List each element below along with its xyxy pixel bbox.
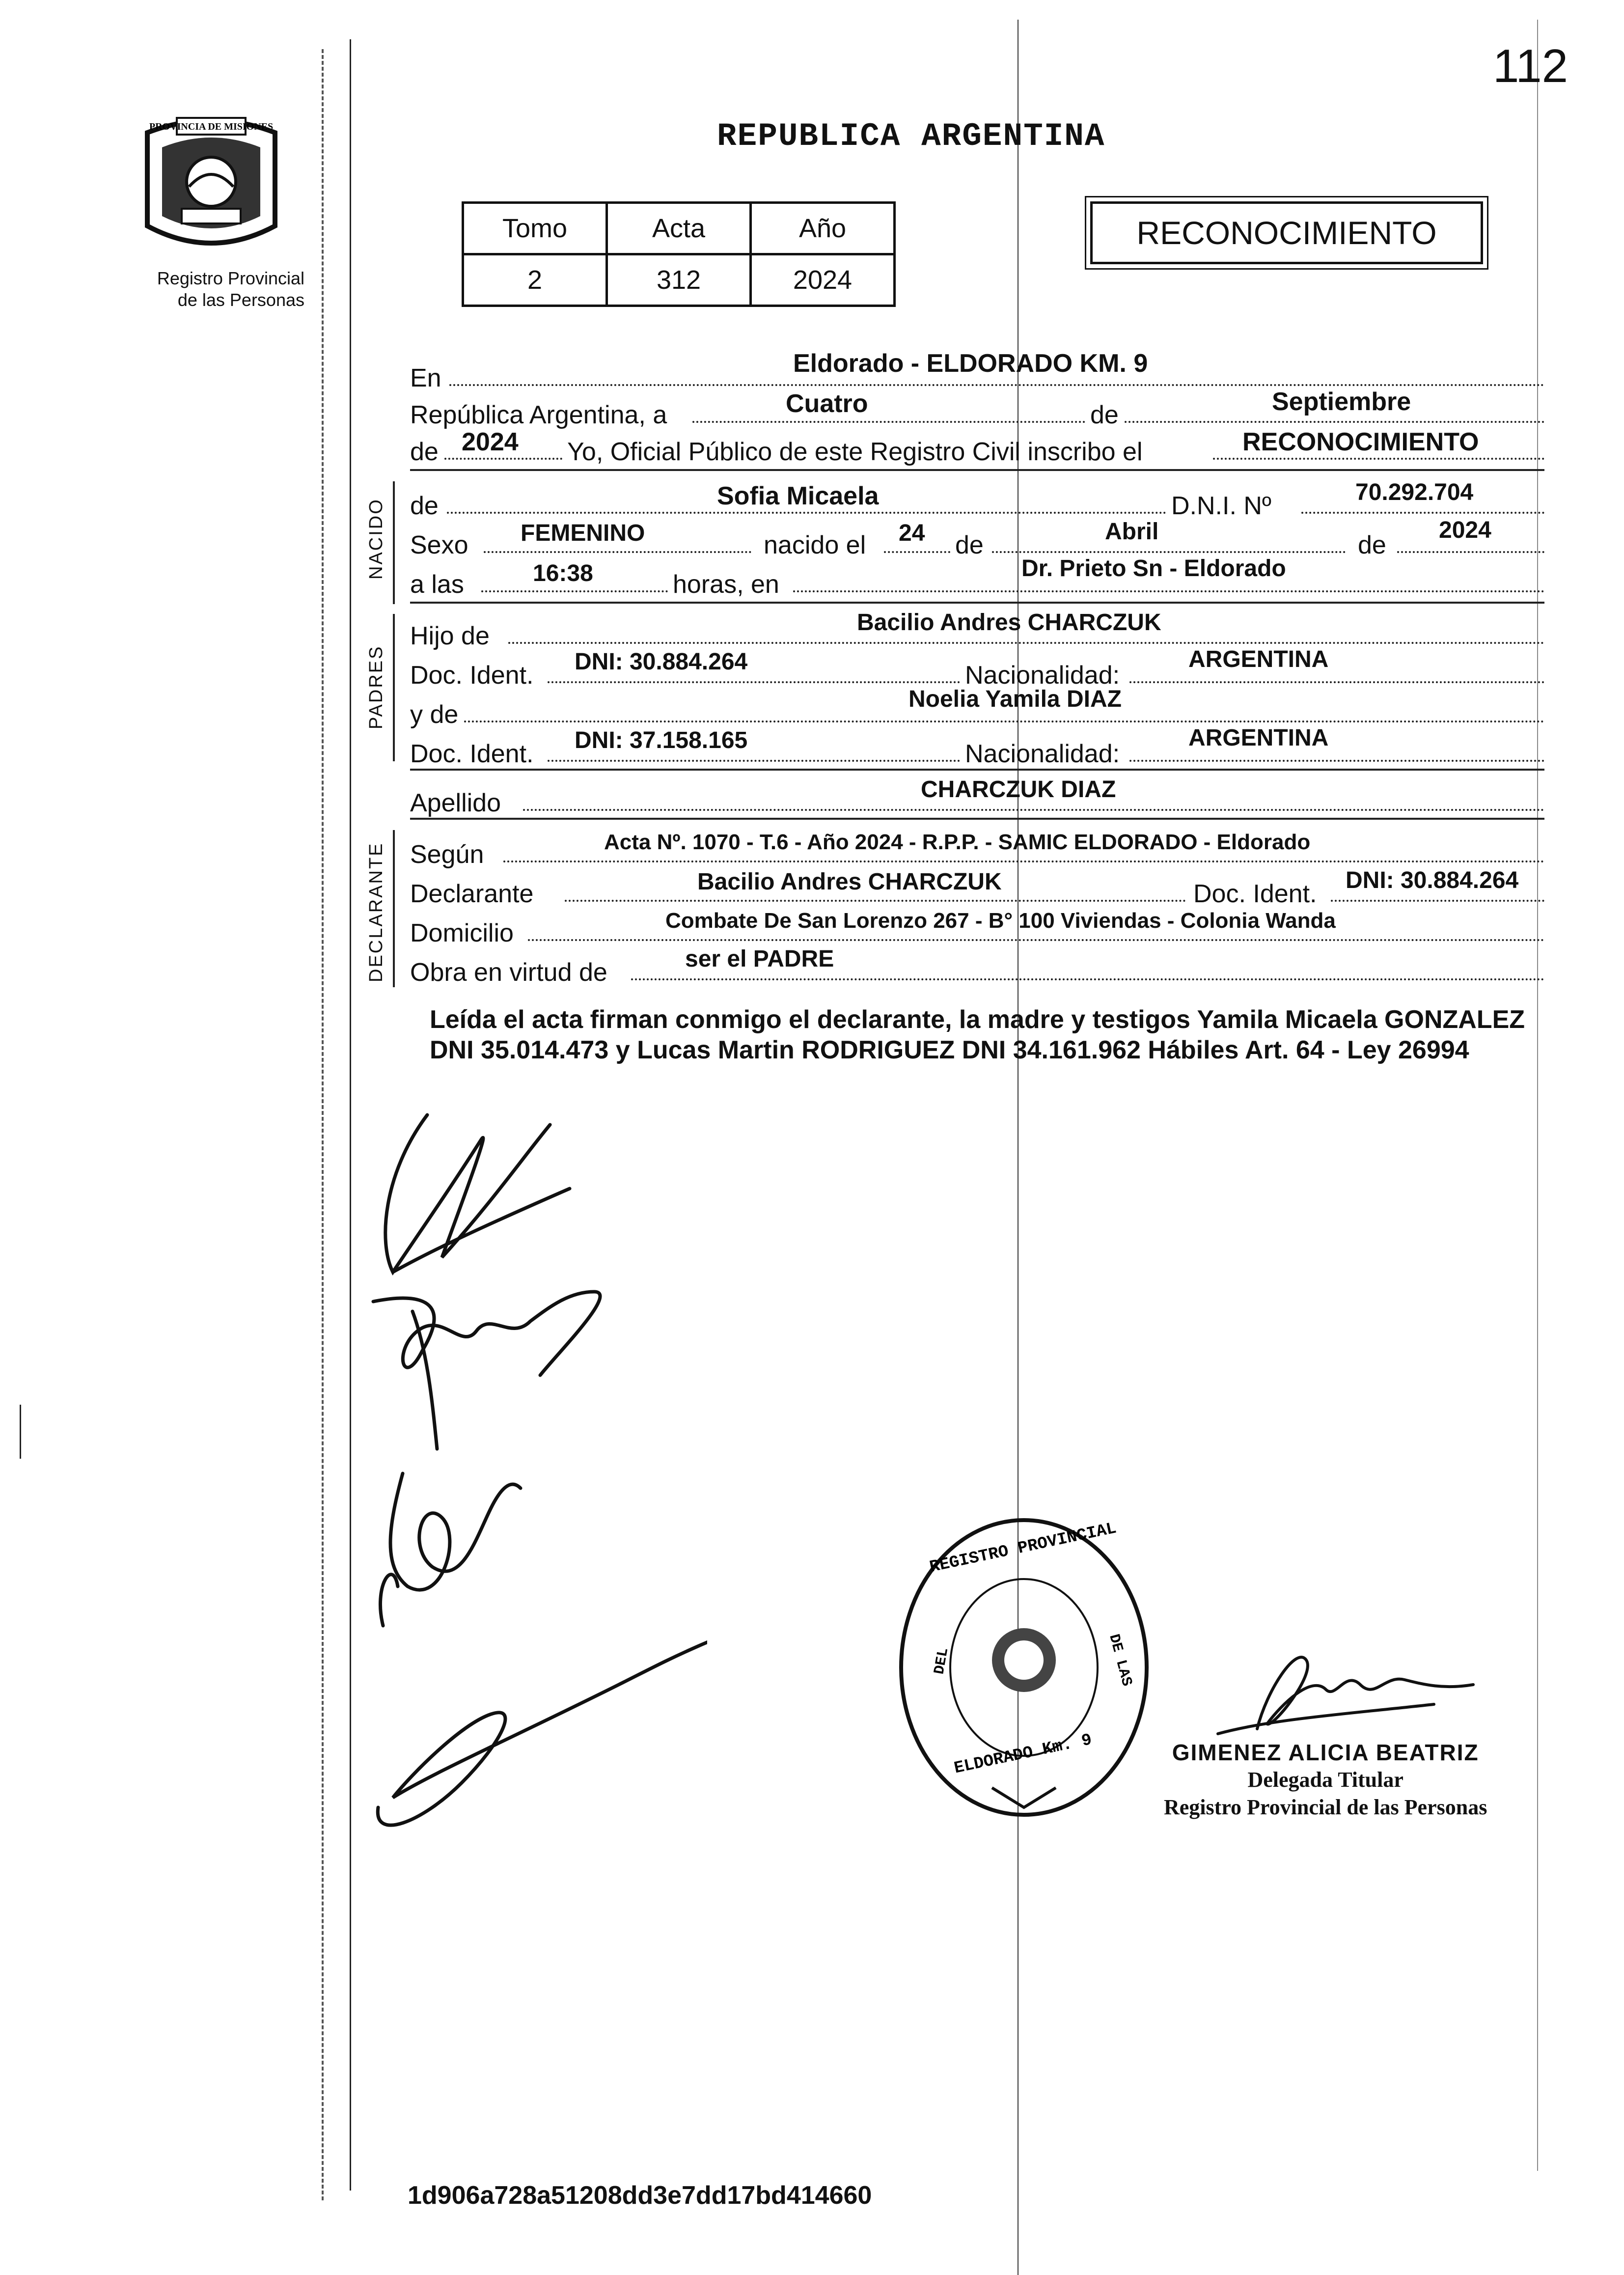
official-name: GIMENEZ ALICIA BEATRIZ bbox=[1172, 1740, 1479, 1765]
father-value: Bacilio Andres CHARCZUK bbox=[857, 610, 1161, 636]
svg-text:REGISTRO PROVINCIAL: REGISTRO PROVINCIAL bbox=[928, 1519, 1118, 1578]
witness-signatures-icon bbox=[363, 1095, 707, 1881]
father-doc-label: Doc. Ident. bbox=[410, 661, 534, 690]
declarant-doc-label: Doc. Ident. bbox=[1193, 880, 1317, 908]
year-line bbox=[444, 458, 562, 460]
declarante-section-label: DECLARANTE bbox=[366, 842, 386, 982]
surname-value: CHARCZUK DIAZ bbox=[921, 777, 1116, 803]
official-org: Registro Provincial de las Personas bbox=[1164, 1795, 1487, 1819]
mother-label: y de bbox=[410, 700, 459, 729]
born-label: nacido el bbox=[764, 531, 866, 559]
birth-day-value: 24 bbox=[899, 520, 925, 546]
province-seal-icon bbox=[128, 113, 295, 260]
address-line bbox=[528, 939, 1544, 941]
mother-doc-label: Doc. Ident. bbox=[410, 740, 534, 768]
father-doc-value: DNI: 30.884.264 bbox=[575, 649, 748, 675]
birth-de-label: de bbox=[955, 531, 984, 559]
mother-nat-value: ARGENTINA bbox=[1188, 725, 1329, 751]
official-text: Yo, Oficial Público de este Registro Civil inscribo el bbox=[567, 438, 1143, 466]
declarant-doc-value: DNI: 30.884.264 bbox=[1346, 867, 1519, 893]
nacido-bar bbox=[393, 481, 395, 604]
father-nat-label: Nacionalidad: bbox=[965, 661, 1120, 690]
act-inscribed-value: RECONOCIMIENTO bbox=[1242, 428, 1479, 456]
official-stamp-icon bbox=[894, 1513, 1154, 1822]
mother-doc-line bbox=[548, 760, 960, 762]
section-divider bbox=[410, 602, 1544, 604]
address-label: Domicilio bbox=[410, 919, 514, 947]
sex-line bbox=[484, 551, 751, 553]
father-nat-line bbox=[1129, 681, 1544, 683]
svg-text:DE LAS: DE LAS bbox=[1105, 1632, 1135, 1688]
surname-label: Apellido bbox=[410, 789, 501, 817]
birth-month-line bbox=[992, 551, 1346, 553]
birth-day-line bbox=[884, 551, 950, 553]
father-nat-value: ARGENTINA bbox=[1188, 646, 1329, 672]
child-dni-value: 70.292.704 bbox=[1355, 479, 1474, 505]
child-name-value: Sofia Micaela bbox=[717, 482, 879, 510]
page-number: 112 bbox=[1493, 40, 1569, 92]
official-role: Delegada Titular bbox=[1247, 1768, 1404, 1792]
registry-name: Registro Provincial de las Personas bbox=[157, 268, 304, 310]
mother-line bbox=[464, 721, 1544, 722]
father-line bbox=[508, 642, 1544, 644]
segun-label: Según bbox=[410, 840, 484, 869]
child-dni-line bbox=[1301, 512, 1544, 514]
virtue-label: Obra en virtud de bbox=[410, 958, 607, 987]
time-value: 16:38 bbox=[533, 560, 593, 586]
birth-year-de-label: de bbox=[1358, 531, 1386, 559]
declarant-line bbox=[565, 900, 1186, 902]
segun-value: Acta Nº. 1070 - T.6 - Año 2024 - R.P.P. - SAMIC ELDORADO - Eldorado bbox=[604, 830, 1311, 854]
child-de-label: de bbox=[410, 492, 439, 520]
birth-place-value: Dr. Prieto Sn - Eldorado bbox=[1021, 555, 1286, 582]
republica-label: República Argentina, a bbox=[410, 401, 667, 429]
closing-note: Leída el acta firman conmigo el declarante, la madre y testigos Yamila Micaela GONZALEZ DNI 35.014.473 y Lucas Martin RODRIGUEZ DNI 34.161.962 Hábiles Art. 64 - Ley 26994 bbox=[430, 1005, 1525, 1064]
svg-text:DEL: DEL bbox=[931, 1646, 953, 1676]
hours-label: horas, en bbox=[673, 570, 779, 599]
birth-year-value: 2024 bbox=[1439, 517, 1491, 543]
time-line bbox=[481, 590, 668, 592]
virtue-line bbox=[631, 978, 1544, 980]
section-divider bbox=[410, 769, 1544, 771]
year-de-label: de bbox=[410, 438, 439, 466]
padres-bar bbox=[393, 614, 395, 761]
country-title: REPUBLICA ARGENTINA bbox=[717, 118, 1105, 155]
month-value: Septiembre bbox=[1272, 388, 1411, 416]
virtue-value: ser el PADRE bbox=[685, 946, 834, 972]
mother-value: Noelia Yamila DIAZ bbox=[908, 686, 1122, 712]
surname-line bbox=[523, 809, 1544, 811]
mother-nat-line bbox=[1129, 760, 1544, 762]
sex-value: FEMENINO bbox=[521, 520, 645, 546]
padres-section-label: PADRES bbox=[366, 645, 386, 729]
sex-label: Sexo bbox=[410, 531, 468, 559]
declarant-label: Declarante bbox=[410, 880, 534, 908]
section-divider bbox=[410, 469, 1544, 471]
registration-header-row bbox=[463, 203, 895, 254]
address-value: Combate De San Lorenzo 267 - B° 100 Viviendas - Colonia Wanda bbox=[665, 909, 1336, 933]
registration-table bbox=[462, 201, 896, 307]
official-signature-icon bbox=[1198, 1631, 1493, 1748]
en-label: En bbox=[410, 364, 441, 392]
year-value: 2024 bbox=[751, 254, 895, 306]
acta-value: 312 bbox=[607, 254, 751, 306]
place-value: Eldorado - ELDORADO KM. 9 bbox=[793, 349, 1148, 378]
acta-header: Acta bbox=[607, 203, 751, 254]
document-hash: 1d906a728a51208dd3e7dd17bd414660 bbox=[408, 2181, 872, 2210]
month-line bbox=[1125, 421, 1544, 423]
place-line bbox=[449, 384, 1544, 386]
year-value: 2024 bbox=[462, 428, 519, 456]
birth-month-value: Abril bbox=[1105, 519, 1159, 545]
day-value: Cuatro bbox=[786, 389, 868, 418]
registration-value-row bbox=[463, 254, 895, 306]
tomo-header: Tomo bbox=[463, 203, 607, 254]
mother-nat-label: Nacionalidad: bbox=[965, 740, 1120, 768]
dni-label: D.N.I. Nº bbox=[1171, 492, 1271, 520]
father-label: Hijo de bbox=[410, 622, 490, 650]
punch-margin-line bbox=[322, 49, 324, 2200]
right-edge-line bbox=[1537, 20, 1538, 2171]
declarante-bar bbox=[393, 830, 395, 987]
act-inscribed-line bbox=[1213, 458, 1544, 460]
child-name-line bbox=[447, 512, 1166, 514]
nacido-section-label: NACIDO bbox=[366, 498, 386, 580]
official-block bbox=[1164, 1739, 1487, 1821]
declarant-value: Bacilio Andres CHARCZUK bbox=[697, 869, 1002, 895]
left-margin-rule bbox=[350, 39, 351, 2191]
birth-place-line bbox=[793, 590, 1544, 592]
svg-text:ELDORADO Km. 9: ELDORADO Km. 9 bbox=[952, 1730, 1094, 1778]
section-divider bbox=[410, 818, 1544, 820]
birth-year-line bbox=[1397, 551, 1544, 553]
year-header: Año bbox=[751, 203, 895, 254]
svg-text:PROVINCIA DE MISIONES: PROVINCIA DE MISIONES bbox=[149, 121, 274, 132]
scan-mark bbox=[20, 1405, 21, 1459]
act-type-box: RECONOCIMIENTO bbox=[1090, 201, 1483, 264]
month-de-label: de bbox=[1090, 401, 1119, 429]
tomo-value: 2 bbox=[463, 254, 607, 306]
day-line bbox=[692, 421, 1085, 423]
time-label: a las bbox=[410, 570, 464, 599]
father-doc-line bbox=[548, 681, 960, 683]
mother-doc-value: DNI: 37.158.165 bbox=[575, 727, 748, 753]
segun-line bbox=[503, 860, 1544, 862]
declarant-doc-line bbox=[1331, 900, 1544, 902]
